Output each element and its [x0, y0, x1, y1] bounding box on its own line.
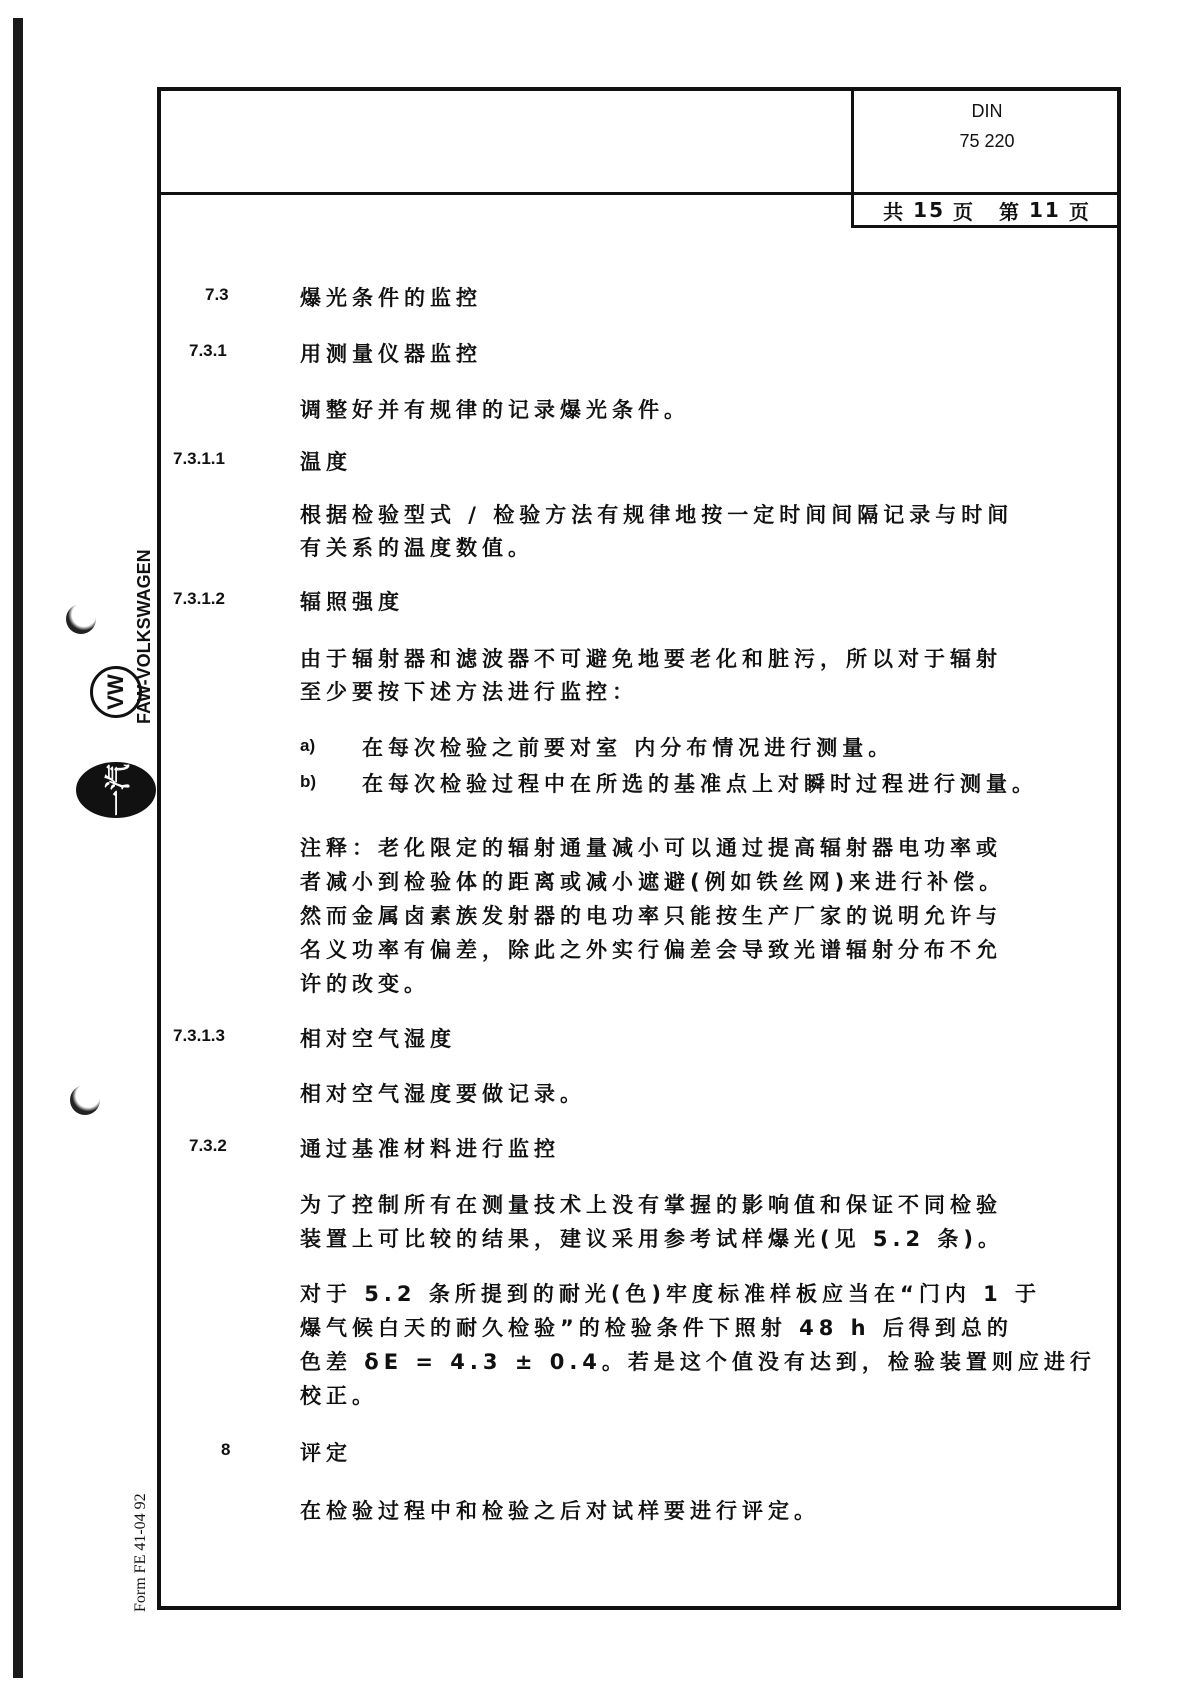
list-item-label: b)	[300, 772, 317, 791]
section-number: 7.3.1.2	[173, 589, 225, 608]
form-code: Form FE 41-04 92	[132, 1493, 149, 1612]
paragraph-line: 对于 5.2 条所提到的耐光(色)牢度标准样板应当在“门内 1 于	[300, 1282, 1042, 1306]
page-counter	[851, 195, 1120, 228]
note-line: 许的改变。	[300, 972, 430, 996]
section-title: 辐照强度	[300, 590, 404, 614]
note-line: 名义功率有偏差，除此之外实行偏差会导致光谱辐射分布不允	[300, 938, 1002, 962]
paragraph-line: 在检验过程中和检验之后对试样要进行评定。	[300, 1499, 820, 1523]
current-suffix: 页	[1068, 199, 1091, 224]
paragraph-line: 装置上可比较的结果，建议采用参考试样爆光(见 5.2 条)。	[300, 1227, 1005, 1251]
section-title: 评定	[300, 1441, 352, 1465]
section-number: 8	[221, 1440, 231, 1459]
paragraph-line: 由于辐射器和滤波器不可避免地要老化和脏污，所以对于辐射	[300, 647, 1002, 671]
list-item-text: 在每次检验过程中在所选的基准点上对瞬时过程进行测量。	[362, 772, 1038, 796]
paragraph-line: 校正。	[300, 1384, 378, 1408]
note-line: 然而金属卤素族发射器的电功率只能按生产厂家的说明允许与	[300, 904, 1002, 928]
paragraph-line: 有关系的温度数值。	[300, 536, 534, 560]
section-number: 7.3.1	[189, 341, 227, 360]
section-title: 相对空气湿度	[300, 1027, 456, 1051]
section-title: 爆光条件的监控	[300, 286, 482, 310]
paragraph-line: 根据检验型式 / 检验方法有规律地按一定时间间隔记录与时间	[300, 503, 1014, 527]
paragraph-line: 色差 δE = 4.3 ± 0.4。若是这个值没有达到，检验装置则应进行	[300, 1350, 1096, 1374]
total-suffix: 页	[953, 199, 975, 224]
standard-box	[851, 91, 1120, 192]
vw-logo-icon: VW	[90, 666, 142, 718]
list-item-label: a)	[300, 736, 316, 755]
standard-number: 75 220	[959, 131, 1015, 151]
standard-label: DIN	[971, 101, 1003, 121]
note-line: 注释：老化限定的辐射通量减小可以通过提高辐射器电功率或	[300, 836, 1002, 860]
punch-hole-bottom	[70, 1085, 100, 1115]
note-line: 者减小到检验体的距离或减小遮避(例如铁丝网)来进行补偿。	[300, 870, 1006, 894]
section-number: 7.3.2	[189, 1136, 227, 1155]
paragraph-line: 为了控制所有在测量技术上没有掌握的影响值和保证不同检验	[300, 1193, 1002, 1217]
faw-logo-icon: 一汽	[76, 762, 156, 818]
paragraph-line: 调整好并有规律的记录爆光条件。	[300, 398, 690, 422]
scan-edge-shadow	[13, 18, 23, 1678]
current-prefix: 第	[999, 199, 1021, 224]
current-page: 11	[1029, 198, 1061, 222]
total-prefix: 共	[883, 199, 906, 224]
section-number: 7.3.1.1	[173, 449, 225, 468]
brand-name: FAW-VOLKSWAGEN	[134, 549, 154, 724]
paragraph-line: 爆气候白天的耐久检验”的检验条件下照射 48 h 后得到总的	[300, 1316, 1013, 1340]
section-number: 7.3.1.3	[173, 1026, 225, 1045]
paragraph-line: 相对空气湿度要做记录。	[300, 1082, 586, 1106]
total-pages: 15	[913, 198, 945, 222]
section-title: 温度	[300, 450, 352, 474]
section-title: 用测量仪器监控	[300, 342, 482, 366]
paragraph-line: 至少要按下述方法进行监控：	[300, 680, 638, 704]
section-number: 7.3	[205, 285, 229, 304]
list-item-text: 在每次检验之前要对室 内分布情况进行测量。	[362, 736, 895, 760]
section-title: 通过基准材料进行监控	[300, 1137, 560, 1161]
